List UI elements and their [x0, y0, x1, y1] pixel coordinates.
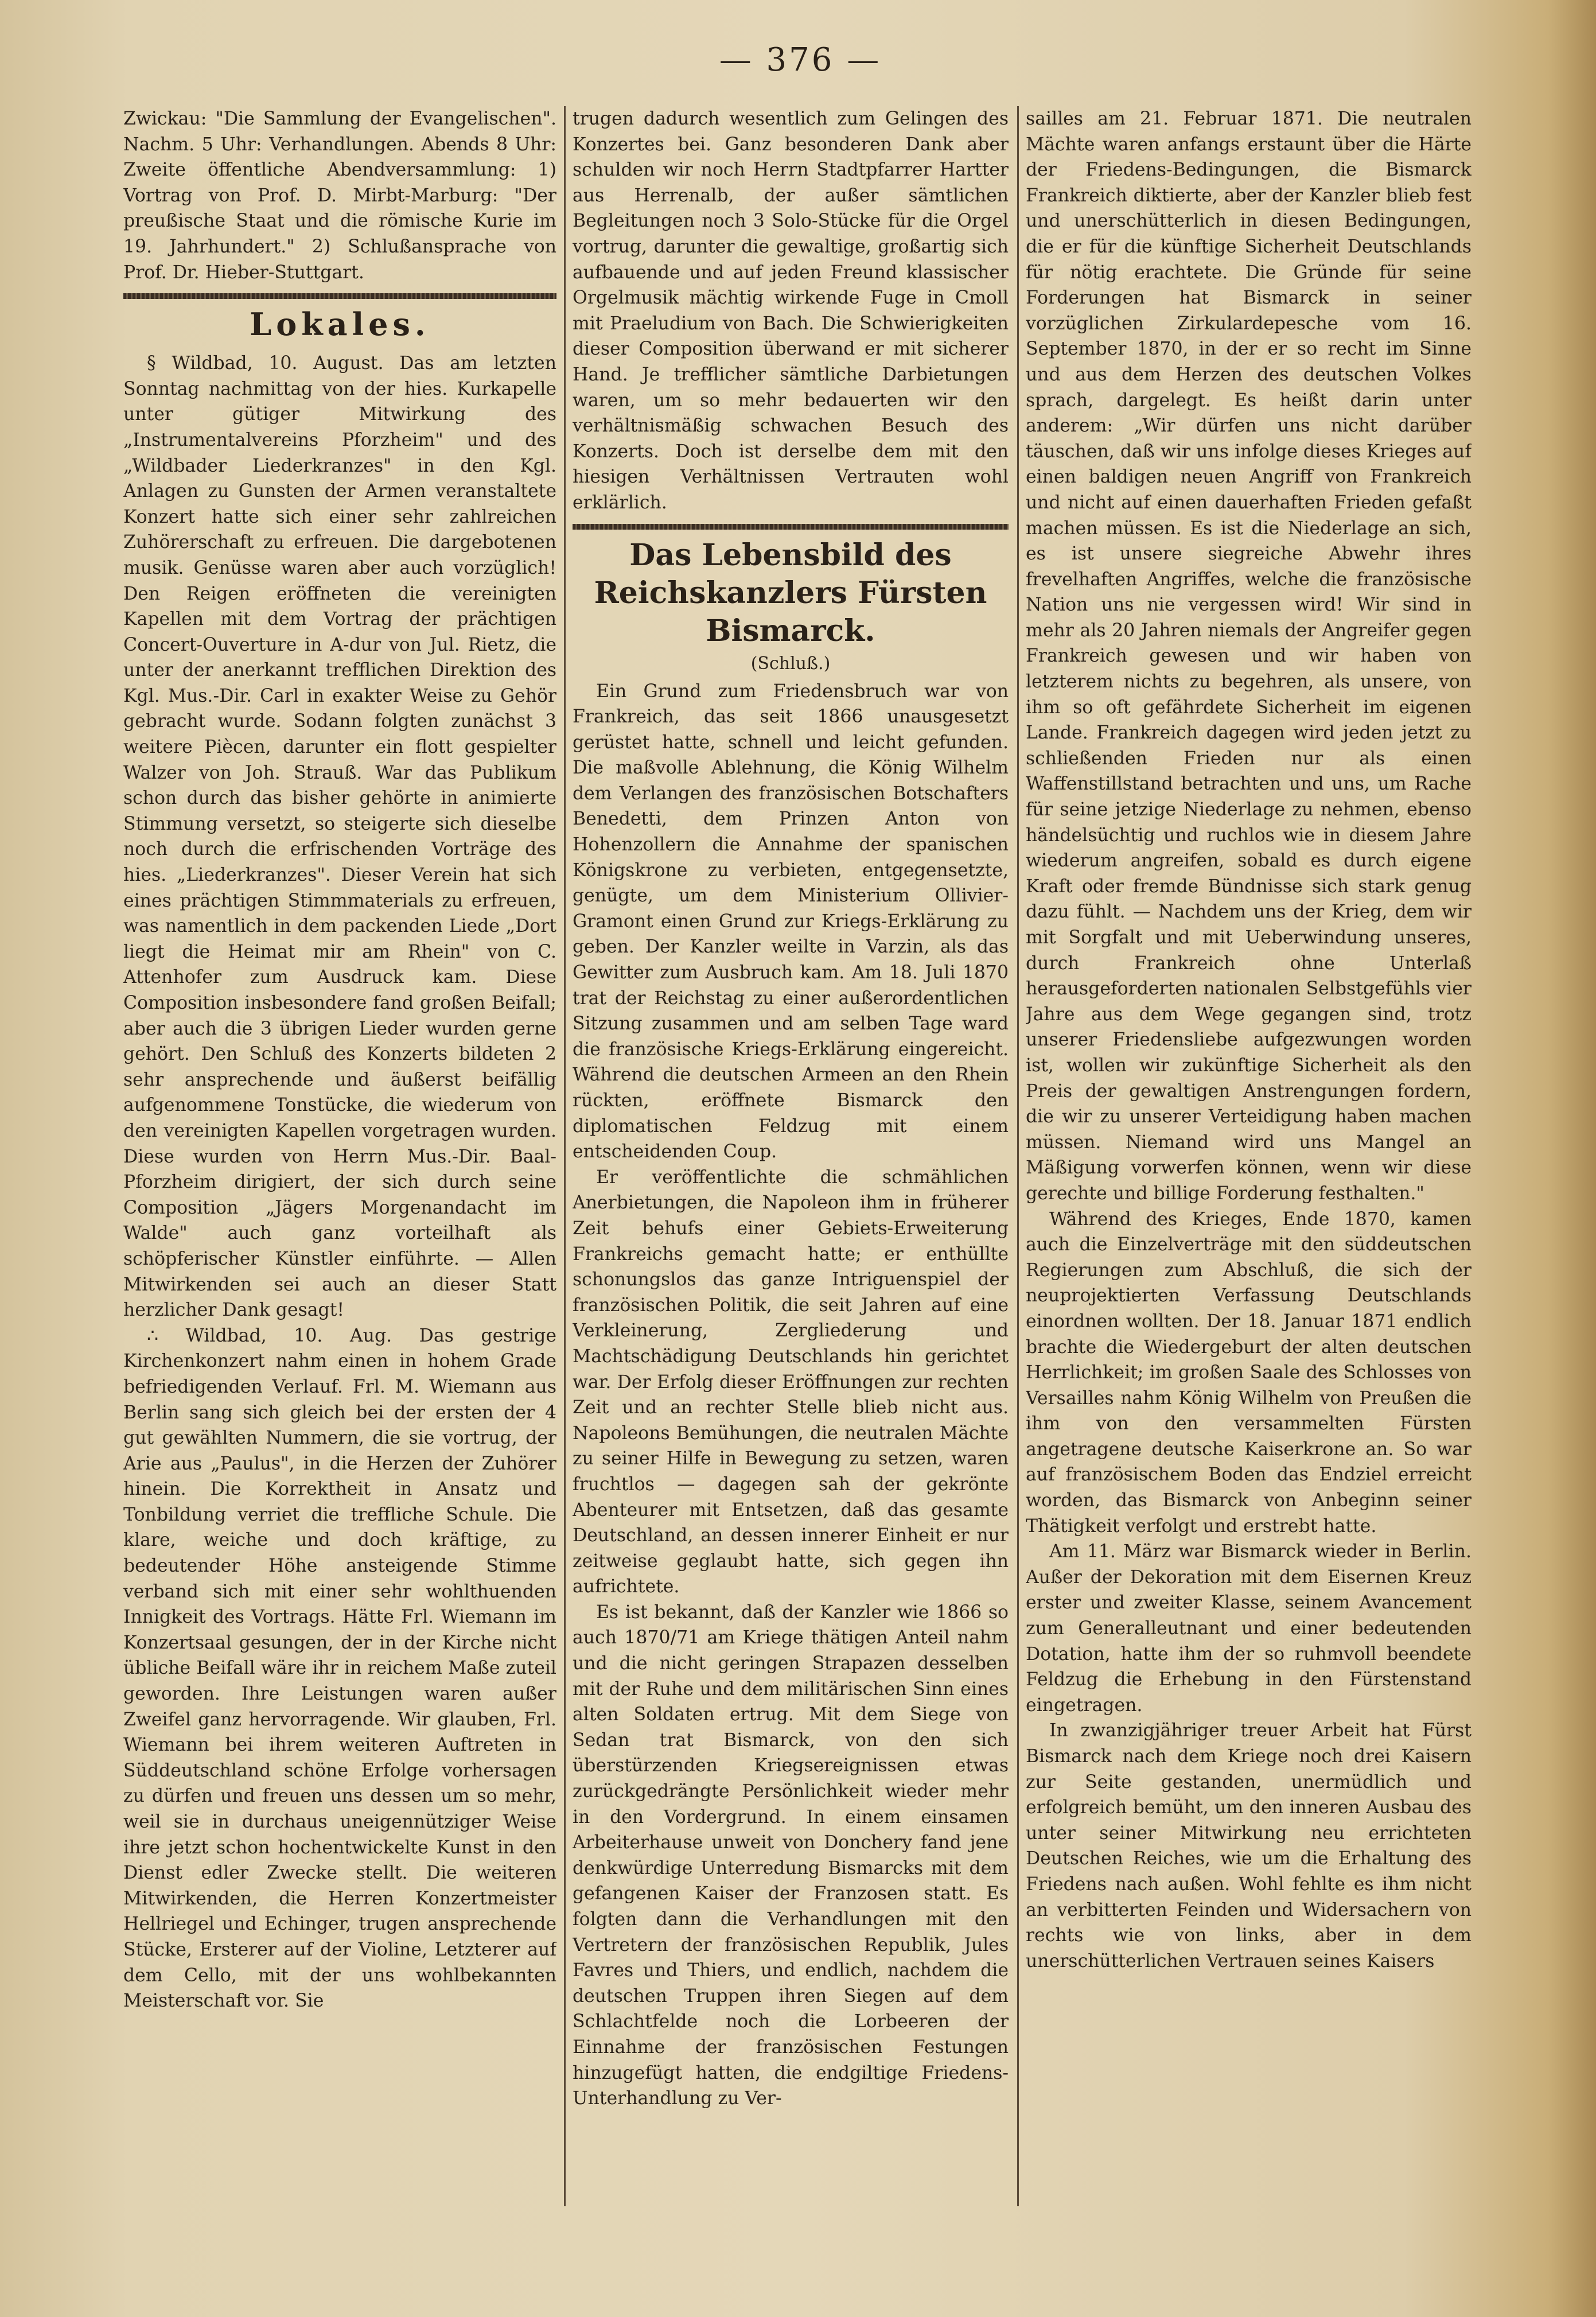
page-number: — 376 —: [719, 41, 882, 79]
text-columns: [123, 106, 1472, 2206]
article-title-bismarck: Das Lebensbild des Reichskanzlers Fürsten Bismarck.: [594, 537, 987, 648]
article-concert-report: § Wildbad, 10. August. Das am letzten Sonntag nachmittag von der hies. Kurkapelle unter gütiger Mitwirkung des „Instrumentalvereins Pforzheim" und des „Wildbader Liederkranzes" in den Kgl. Anlagen zu Gunsten der Armen veranstaltete Konzert hatte sich einer sehr zahlreichen Zuhörerschaft zu erfreuen. Die dargebotenen musik. Genüsse waren aber auch vorzüglich! Den Reigen eröffneten die vereinigten Kapellen mit dem Vortrag der prächtigen Concert-Ouverture in A-dur von Jul. Rietz, die unter der anerkannt trefflichen Direktion des Kgl. Mus.-Dir. Carl in exakter Weise zu Gehör gebracht wurde. Sodann folgten zunächst 3 weitere Piècen, darunter ein flott gespielter Walzer von Joh. Strauß. War das Publikum schon durch das bisher gehörte in animierte Stimmung versetzt, so steigerte sich dieselbe noch durch die erfrischenden Vorträge des hies. „Liederkranzes". Dieser Verein hat sich eines prächtigen Stimmmaterials zu erfreuen, was namentlich in dem packenden Liede „Dort liegt die Heimat mir am Rhein" von C. Attenhofer zum Ausdruck kam. Diese Composition insbesondere fand großen Beifall; aber auch die 3 übrigen Lieder wurden gerne gehört. Den Schluß des Konzerts bildeten 2 sehr ansprechende und äußerst beifällig aufgenommene Tonstücke, die wiederum von den vereinigten Kapellen vorgetragen wurden. Diese wurden von Herrn Mus.-Dir. Baal-Pforzheim dirigiert, der sich durch seine Composition „Jägers Morgenandacht im Walde" auch ganz vorteilhaft als schöpferischer Künstler einführte. — Allen Mitwirkenden sei auch an dieser Statt herzlicher Dank gesagt!: [123, 353, 556, 1321]
column-rule: [564, 106, 566, 2206]
section-title-lokales: Lokales.: [250, 306, 430, 343]
article-church-concert: ∴ Wildbad, 10. Aug. Das gestrige Kirchenkonzert nahm einen in hohem Grade befriedigenden Verlauf. Frl. M. Wiemann aus Berlin sang sich gleich bei der ersten der 4 gut gewählten Nummern, die sie vortrug, der Arie aus „Paulus", in die Herzen der Zuhörer hinein. Die Korrektheit in Ansatz und Tonbildung verriet die treffliche Schule. Die klare, weiche und doch kräftige, zu bedeutender Höhe ansteigende Stimme verband sich mit einer sehr wohlthuenden Innigkeit des Vortrags. Hätte Frl. Wiemann im Konzertsaal gesungen, der in der Kirche nicht übliche Beifall wäre ihr in reichem Maße zuteil geworden. Ihre Leistungen waren außer Zweifel ganz hervorragende. Wir glauben, Frl. Wiemann bei ihrem weiteren Auftreten in Süddeutschland schöne Erfolge vorhersagen zu dürfen und freuen uns dessen um so mehr, weil sie in durchaus uneigennütziger Weise ihre jetzt schon hochentwickelte Kunst in den Dienst edler Zwecke stellt. Die weiteren Mitwirkenden, die Herren Konzertmeister Hellriegel und Echinger, trugen ansprechende Stücke, Ersterer auf der Violine, Letzterer auf dem Cello, mit der uns wohlbekannten Meisterschaft vor. Sie: [123, 1325, 556, 2012]
bismarck-paragraph: Ein Grund zum Friedensbruch war von Frankreich, das seit 1866 unausgesetzt gerüstet hatte, schnell und leicht gefunden. Die maßvolle Ablehnung, die König Wilhelm dem Verlangen des französischen Botschafters Benedetti, dem Prinzen Anton von Hohenzollern die Annahme der spanischen Königskrone zu verbieten, entgegensetzte, genügte, um dem Ministerium Ollivier-Gramont einen Grund zur Kriegs-Erklärung zu geben. Der Kanzler weilte in Varzin, als das Gewitter zum Ausbruch kam. Am 18. Juli 1870 trat der Reichstag zu einer außerordentlichen Sitzung zusammen und am selben Tage ward die französische Kriegs-Erklärung eingereicht. Während die deutschen Armeen an den Rhein rückten, eröffnete Bismarck den diplomatischen Feldzug mit einem entscheidenden Coup.: [573, 681, 1009, 1163]
section-divider: [573, 524, 1009, 530]
section-divider: [123, 293, 556, 299]
column-1: [123, 106, 556, 2206]
bismarck-paragraph: Es ist bekannt, daß der Kanzler wie 1866 so auch 1870/71 am Kriege thätigen Anteil nahm und die nicht geringen Strapazen desselben mit der Ruhe und dem militärischen Sinn eines alten Soldaten ertrug. Mit dem Siege von Sedan trat Bismarck, von den sich überstürzenden Kriegsereignissen etwas zurückgedrängte Persönlichkeit wieder mehr in den Vordergrund. In einem einsamen Arbeiterhause unweit von Donchery fand jene denkwürdige Unterredung Bismarcks mit dem gefangenen Kaiser der Franzosen statt. Es folgten dann die Verhandlungen mit den Vertretern der französischen Republik, Jules Favres und Thiers, und endlich, nachdem die deutschen Truppen ihren Siegen auf dem Schlachtfelde noch die Lorbeeren der Einnahme der französischen Festungen hinzugefügt hatten, die endgiltige Friedens-Unterhandlung zu Ver-: [573, 1601, 1009, 2109]
article-subtitle: (Schluß.): [750, 653, 831, 674]
column-2: [573, 106, 1009, 2206]
bismarck-paragraph: sailles am 21. Februar 1871. Die neutralen Mächte waren anfangs erstaunt über die Härte der Friedens-Bedingungen, die Bismarck Frankreich diktierte, aber der Kanzler blieb fest und unerschütterlich in diesen Bedingungen, die er für die künftige Sicherheit Deutschlands für nötig erachtete. Die Gründe für seine Forderungen hat Bismarck in seiner vorzüglichen Zirkulardepesche vom 16. September 1870, in der er so recht im Sinne und aus dem Herzen des deutschen Volkes sprach, dargelegt. Es heißt darin unter anderem: „Wir dürfen uns nicht darüber täuschen, daß wir uns infolge dieses Krieges auf einen baldigen neuen Angriff von Frankreich und nicht auf einen dauerhaften Frieden gefaßt machen müssen. Es ist die Niederlage an sich, es ist unsere siegreiche Abwehr ihres frevelhaften Angriffes, welche die französische Nation uns nie vergessen wird! Wir sind in mehr als 20 Jahren niemals der Angreifer gegen Frankreich gewesen und wir haben von letzterem nichts zu begehren, als unsere, von ihm so oft gefährdete Sicherheit im eigenen Lande. Frankreich dagegen wird jeden jetzt zu schließenden Frieden nur als einen Waffenstillstand betrachten und uns, um Rache für seine jetzige Niederlage zu nehmen, ebenso händelsüchtig und ruchlos wie in diesem Jahre wiederum angreifen, sobald es durch eigene Kraft oder fremde Bündnisse sich stark genug dazu fühlt. — Nachdem uns der Krieg, dem wir mit Sorgfalt und mit Ueberwindung unseres, durch Frankreich ohne Unterlaß herausgeforderten nationalen Selbstgefühls vier Jahre aus dem Wege gegangen sind, trotz unserer Friedensliebe aufgezwungen worden ist, wollen wir zukünftige Sicherheit als den Preis der gewaltigen Anstrengungen fordern, die wir zu unserer Verteidigung haben machen müssen. Niemand wird uns Mangel an Mäßigung vorwerfen können, wenn wir diese gerechte und billige Forderung festhalten.": [1026, 108, 1472, 1204]
column-rule: [1017, 106, 1019, 2206]
column-3: [1026, 106, 1472, 2206]
bismarck-paragraph: Er veröffentlichte die schmählichen Anerbietungen, die Napoleon ihm in früherer Zeit behufs einer Gebiets-Erweiterung Frankreichs gemacht hatte; er enthüllte schonungslos das ganze Intriguenspiel der französischen Politik, die seit Jahren auf eine Verkleinerung, Zergliederung und Machtschädigung Deutschlands hin gerichtet war. Der Erfolg dieser Eröffnungen zur rechten Zeit und an rechter Stelle blieb nicht aus. Napoleons Bemühungen, die neutralen Mächte zu seiner Hilfe in Bewegung zu setzen, waren fruchtlos — dagegen sah der gekrönte Abenteurer mit Entsetzen, daß das gesamte Deutschland, an dessen innerer Einheit er nur zeitweise geglaubt hatte, sich gegen ihn aufrichtete.: [573, 1167, 1009, 1597]
continued-announcement: Zwickau: "Die Sammlung der Evangelischen". Nachm. 5 Uhr: Verhandlungen. Abends 8 Uhr: Zweite öffentliche Abendversammlung: 1) Vortrag von Prof. D. Mirbt-Marburg: "Der preußische Staat und die römische Kurie im 19. Jahrhundert." 2) Schlußansprache von Prof. Dr. Hieber-Stuttgart.: [123, 108, 556, 283]
bismarck-paragraph: Am 11. März war Bismarck wieder in Berlin. Außer der Dekoration mit dem Eisernen Kreuz erster und zweiter Klasse, seinem Avancement zum Generalleutnant und einer bedeutenden Dotation, hatte ihm der so ruhmvoll beendete Feldzug die Erhebung in den Fürstenstand eingetragen.: [1026, 1541, 1472, 1716]
article-church-concert-continued: trugen dadurch wesentlich zum Gelingen des Konzertes bei. Ganz besonderen Dank aber schulden wir noch Herrn Stadtpfarrer Hartter aus Herrenalb, der außer sämtlichen Begleitungen noch 3 Solo-Stücke für die Orgel vortrug, darunter die gewaltige, großartig sich aufbauende und auf jeden Freund klassischer Orgelmusik mächtig wirkende Fuge in Cmoll mit Praeludium von Bach. Die Schwierigkeiten dieser Composition überwand er mit sicherer Hand. Je trefflicher sämtliche Darbietungen waren, um so mehr bedauerten wir den verhältnismäßig schwachen Besuch des Konzerts. Doch ist derselbe dem mit den hiesigen Verhältnissen Vertrauten wohl erklärlich.: [573, 108, 1009, 513]
bismarck-paragraph: Während des Krieges, Ende 1870, kamen auch die Einzelverträge mit den süddeutschen Regierungen zum Abschluß, die sich der neuprojektierten Verfassung Deutschlands einordnen wollten. Der 18. Januar 1871 endlich brachte die Wiedergeburt der alten deutschen Herrlichkeit; im großen Saale des Schlosses von Versailles nahm König Wilhelm von Preußen die ihm von den versammelten Fürsten angetragene deutsche Kaiserkrone an. So war auf französischem Boden das Endziel erreicht worden, das Bismarck von Anbeginn seiner Thätigkeit verfolgt und erstrebt hatte.: [1026, 1208, 1472, 1537]
bismarck-paragraph: In zwanzigjähriger treuer Arbeit hat Fürst Bismarck nach dem Kriege noch drei Kaisern zur Seite gestanden, unermüdlich und erfolgreich bemüht, um den inneren Ausbau des unter seiner Mitwirkung neu errichteten Deutschen Reiches, wie um die Erhaltung des Friedens nach außen. Wohl fehlte es ihm nicht an verbitterten Feinden und Widersachern von rechts wie von links, aber in dem unerschütterlichen Vertrauen seines Kaisers: [1026, 1720, 1472, 1972]
